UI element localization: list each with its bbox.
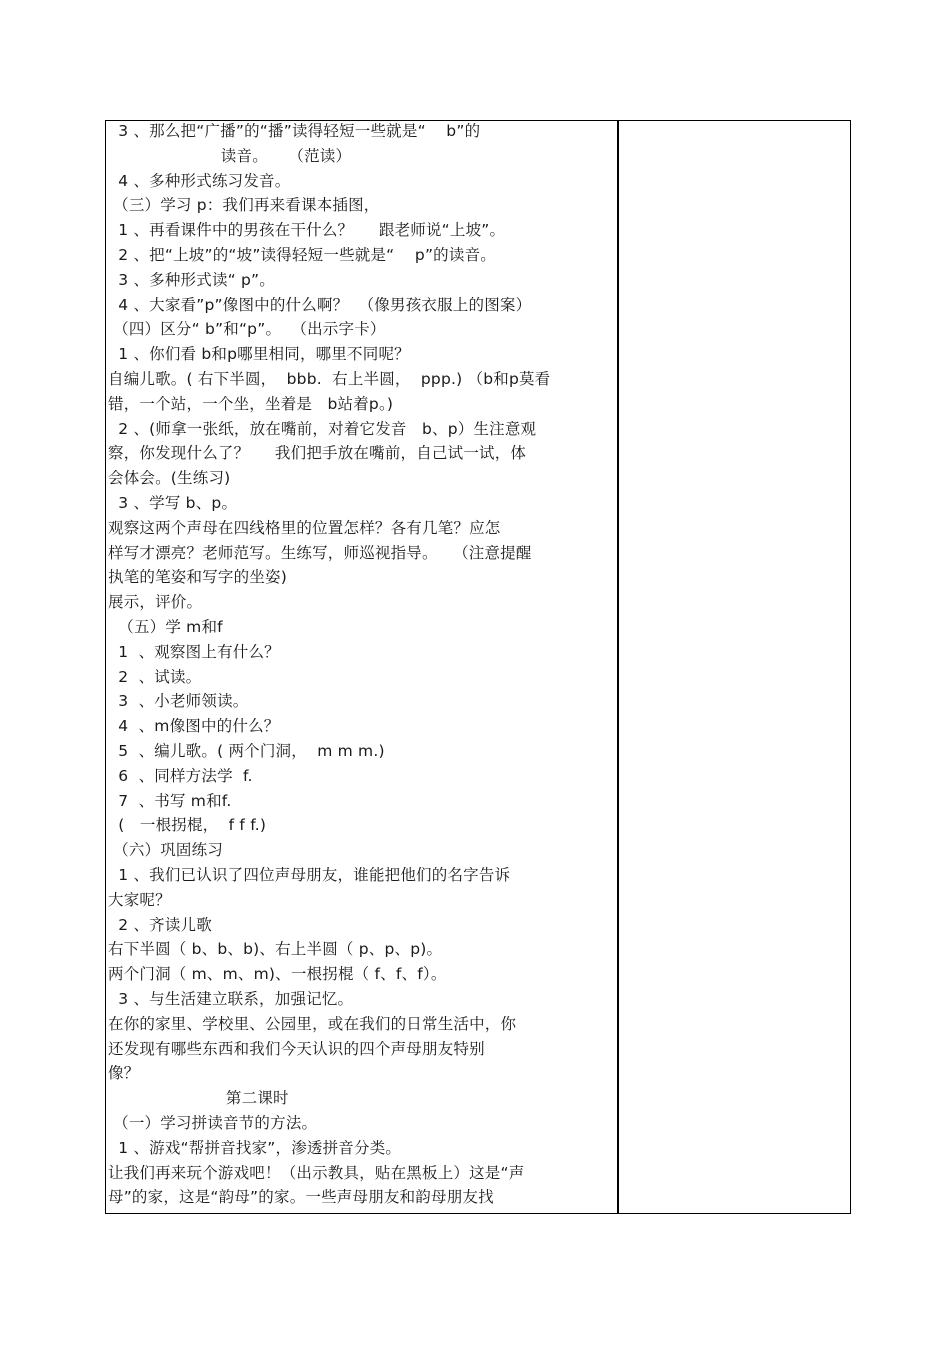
lesson-line: 5 、编儿歌。( 两个门洞， m m m.): [108, 742, 385, 760]
lesson-line: 1 、游戏“帮拼音找家”，渗透拼音分类。: [108, 1138, 402, 1157]
lesson-line: 母”的家，这是“韵母”的家。一些声母朋友和韵母朋友找: [108, 1188, 494, 1207]
lesson-line: 4 、m像图中的什么？: [108, 717, 280, 736]
lesson-line: 1 、观察图上有什么？: [108, 642, 280, 661]
column-divider: [617, 120, 619, 1214]
lesson-line: 还发现有哪些东西和我们今天认识的四个声母朋友特别: [108, 1039, 485, 1058]
lesson-line: 3 、小老师领读。: [108, 692, 249, 711]
lesson-line: 在你的家里、学校里、公园里，或在我们的日常生活中，你: [108, 1014, 517, 1033]
lesson-line: 第二课时: [108, 1089, 289, 1108]
lesson-line: （五）学 m和f: [108, 618, 223, 636]
lesson-line: 观察这两个声母在四线格里的位置怎样？各有几笔？应怎: [108, 518, 501, 537]
lesson-line: 2 、齐读儿歌: [108, 915, 212, 934]
lesson-line: 6 、同样方法学 f.: [108, 766, 253, 785]
lesson-line: 7 、书写 m和f.: [108, 791, 232, 810]
lesson-line: ( 一根拐棍， f f f.): [108, 816, 267, 835]
lesson-line: （三）学习 p：我们再来看课本插图，: [108, 196, 380, 215]
lesson-line: 自编儿歌。( 右下半圆， bbb. 右上半圆， ppp.) （b和p莫看: [108, 370, 551, 388]
lesson-line: 执笔的笔姿和写字的坐姿): [108, 568, 287, 587]
lesson-line: 2 、试读。: [108, 667, 202, 686]
lesson-line: （一）学习拼读音节的方法。: [108, 1114, 318, 1132]
lesson-line: 1 、你们看 b和p哪里相同，哪里不同呢？: [108, 345, 410, 364]
lesson-line: 样写才漂亮？老师范写。生练写，师巡视指导。 （注意提醒: [108, 543, 532, 562]
lesson-line: 察，你发现什么了？ 我们把手放在嘴前，自己试一试，体: [108, 444, 527, 463]
lesson-line: 1 、我们已认识了四位声母朋友，谁能把他们的名字告诉: [108, 866, 511, 884]
lesson-line: 读音。 （范读）: [108, 146, 352, 165]
lesson-line: 1 、再看课件中的男孩在干什么？ 跟老师说“上坡”。: [108, 221, 506, 240]
lesson-line: 2 、(师拿一张纸，放在嘴前，对着它发音 b、p）生注意观: [108, 419, 537, 438]
lesson-line: 4 、大家看”p”像图中的什么啊？ （像男孩衣服上的图案）: [108, 295, 532, 314]
lesson-line: 会体会。(生练习): [108, 469, 231, 488]
lesson-line: 3 、学写 b、p。: [108, 494, 238, 512]
lesson-line: 两个门洞（ m、m、m)、一根拐棍（ f、f、f）。: [108, 965, 447, 984]
lesson-line: 右下半圆（ b、b、b)、右上半圆（ p、p、p)。: [108, 940, 443, 959]
lesson-line: （四）区分“ b”和“p”。 （出示字卡）: [108, 320, 386, 339]
lesson-line: 大家呢？: [108, 890, 171, 909]
lesson-line: 3 、多种形式读“ p”。: [108, 270, 275, 289]
lesson-line: 错，一个站，一个坐，坐着是 b站着p。): [108, 394, 394, 413]
lesson-line: 像？: [108, 1064, 140, 1083]
lesson-line: 让我们再来玩个游戏吧！（出示教具，贴在黑板上）这是“声: [108, 1163, 525, 1182]
lesson-line: 3 、那么把“广播”的“播”读得轻短一些就是“ b”的: [108, 122, 481, 140]
lesson-line: 展示，评价。: [108, 593, 203, 612]
lesson-line: 2 、把“上坡”的“坡”读得轻短一些就是“ p”的读音。: [108, 246, 496, 264]
lesson-line: （六）巩固练习: [108, 841, 224, 860]
lesson-line: 3 、与生活建立联系，加强记忆。: [108, 990, 354, 1008]
lesson-line: 4 、多种形式练习发音。: [108, 171, 291, 190]
